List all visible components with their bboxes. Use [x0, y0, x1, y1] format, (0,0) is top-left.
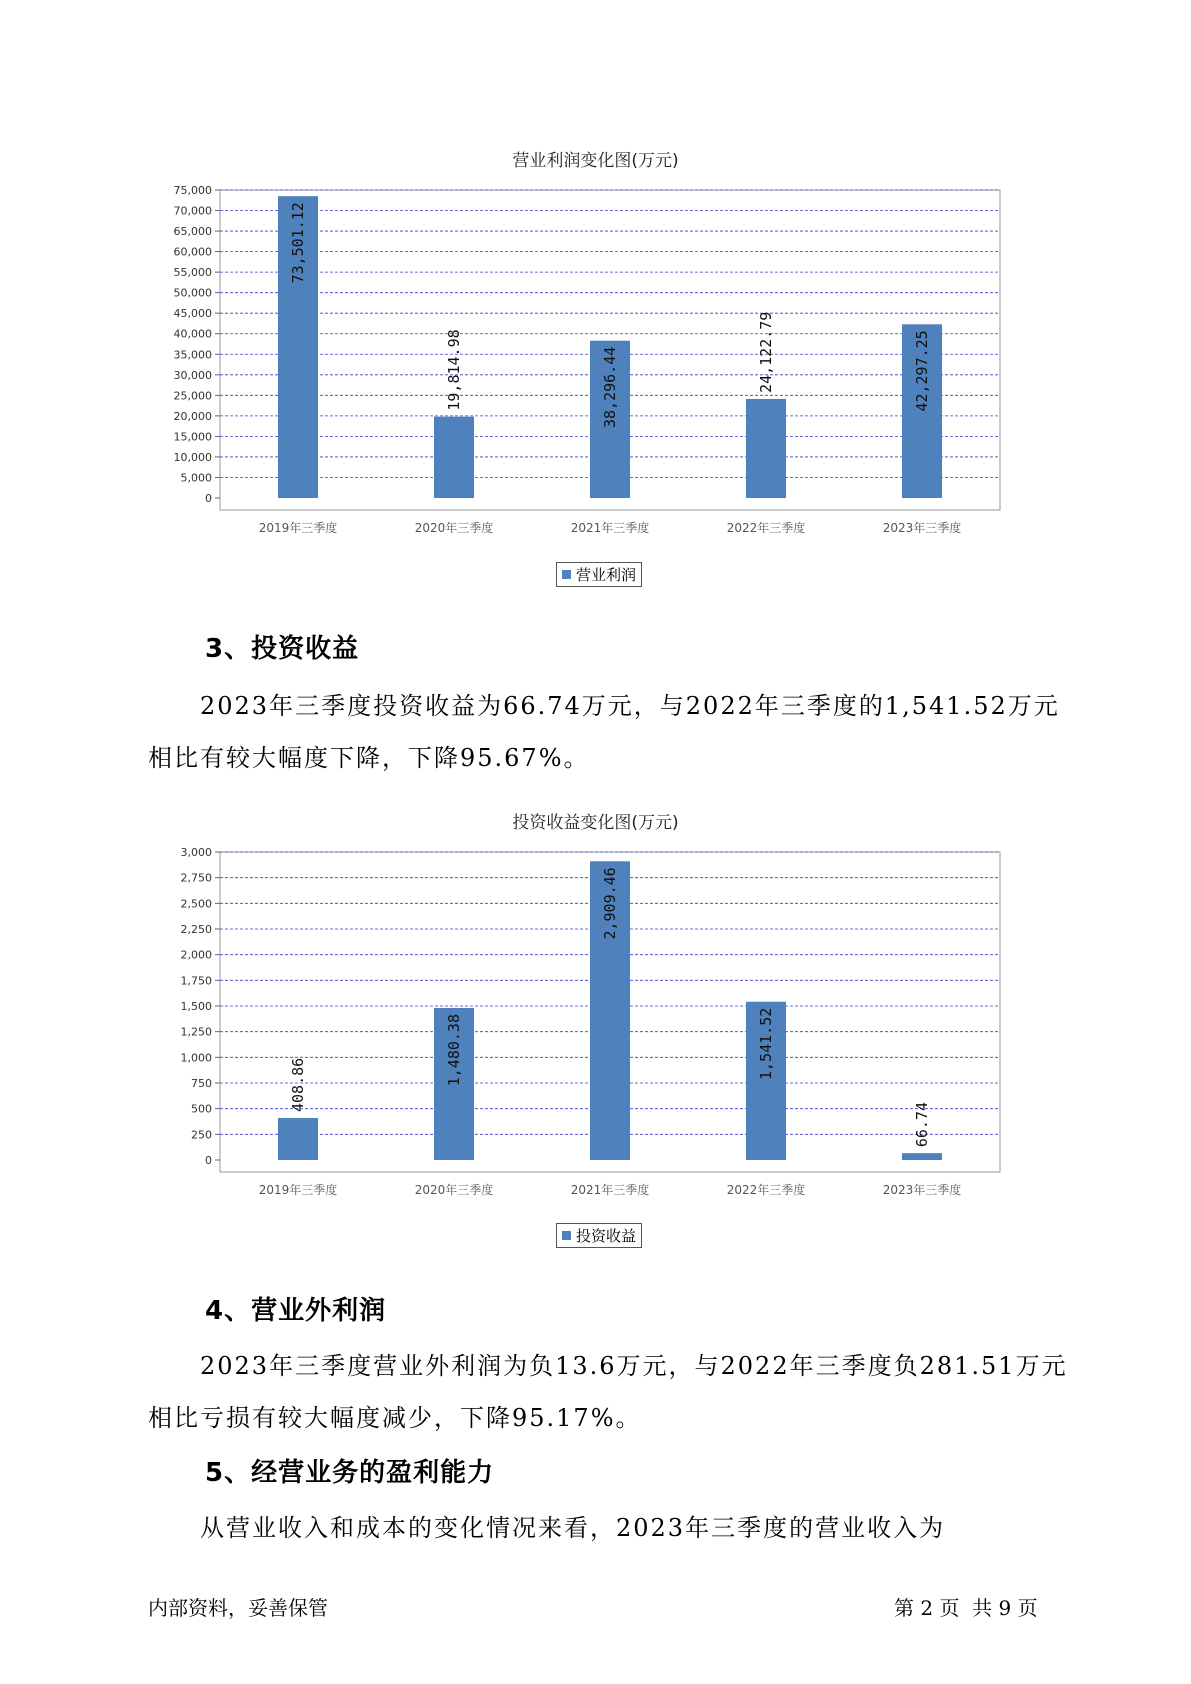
y-tick-label: 250: [191, 1128, 212, 1142]
y-tick-label: 5,000: [180, 471, 212, 485]
y-tick-label: 750: [191, 1077, 212, 1090]
y-tick-label: 1,000: [180, 1051, 212, 1065]
bar-value-label: 408.86: [289, 1057, 307, 1113]
x-category-label: 2022年三季度: [726, 1183, 806, 1197]
bar-value-label: 38,296.44: [601, 346, 619, 429]
y-tick-label: 15,000: [173, 430, 212, 444]
chart-legend: [556, 1223, 642, 1248]
legend-swatch: [562, 1231, 571, 1240]
x-category-label: 2021年三季度: [570, 1183, 650, 1197]
legend-label: 投资收益: [576, 1227, 637, 1245]
bar-value-label: 19,814.98: [445, 329, 463, 411]
y-tick-label: 10,000: [173, 450, 212, 464]
y-tick-label: 500: [191, 1102, 212, 1116]
bar-value-label: 24,122.79: [757, 311, 775, 393]
y-tick-label: 2,250: [180, 923, 212, 936]
paragraph-text: 2023年三季度营业外利润为负13.6万元，与2022年三季度负281.51万元相比亏损有较大幅度减少，下降95.17%。: [148, 1352, 1068, 1432]
paragraph-non-operating-profit: [148, 1340, 1068, 1444]
paragraph-profitability: [148, 1502, 1068, 1554]
y-tick-label: 1,500: [180, 1000, 212, 1013]
y-tick-label: 75,000: [173, 184, 212, 197]
y-tick-label: 1,750: [180, 974, 212, 988]
bar-value-label: 1,480.38: [445, 1014, 463, 1087]
y-tick-label: 0: [205, 1154, 212, 1167]
paragraph-investment-income: [148, 680, 1068, 784]
bar: [746, 399, 786, 498]
footer-confidential: 内部资料，妥善保管: [148, 1596, 328, 1620]
x-category-label: 2019年三季度: [258, 521, 338, 535]
investment-income-chart: [160, 842, 1040, 1222]
y-tick-label: 20,000: [173, 409, 212, 423]
x-category-label: 2022年三季度: [726, 521, 806, 535]
y-tick-label: 30,000: [173, 368, 212, 382]
x-category-label: 2021年三季度: [570, 521, 650, 535]
y-tick-label: 2,750: [180, 871, 212, 885]
paragraph-text: 2023年三季度投资收益为66.74万元，与2022年三季度的1,541.52万元相比有较大幅度下降，下降95.67%。: [148, 692, 1060, 772]
bar-value-label: 42,297.25: [913, 330, 931, 412]
x-category-label: 2020年三季度: [414, 521, 494, 535]
bar: [902, 1153, 942, 1160]
chart-title-investment-income: 投资收益变化图(万元): [512, 813, 679, 833]
bar-value-label: 1,541.52: [757, 1007, 775, 1080]
bar: [278, 1118, 318, 1160]
y-tick-label: 45,000: [173, 307, 212, 321]
chart-title-operating-profit: 营业利润变化图(万元): [512, 151, 679, 171]
operating-profit-chart: [160, 180, 1040, 560]
y-tick-label: 40,000: [173, 327, 212, 341]
y-tick-label: 50,000: [173, 286, 212, 300]
x-category-label: 2023年三季度: [882, 1183, 962, 1197]
x-category-label: 2019年三季度: [258, 1183, 338, 1197]
legend-swatch: [562, 570, 571, 579]
legend-label: 营业利润: [576, 566, 637, 584]
y-tick-label: 70,000: [173, 204, 212, 218]
y-tick-label: 35,000: [173, 348, 212, 362]
section-heading-non-operating-profit: 4、营业外利润: [205, 1296, 387, 1326]
bar-value-label: 73,501.12: [289, 202, 307, 284]
y-tick-label: 1,250: [180, 1025, 212, 1039]
y-tick-label: 0: [205, 492, 212, 505]
bar-value-label: 66.74: [913, 1101, 931, 1148]
y-tick-label: 55,000: [173, 266, 212, 280]
y-tick-label: 65,000: [173, 225, 212, 239]
y-tick-label: 25,000: [173, 389, 212, 403]
bar-value-label: 2,909.46: [601, 867, 619, 940]
bar: [434, 417, 474, 498]
y-tick-label: 2,500: [180, 897, 212, 911]
footer-page-number: 第 2 页 共 9 页: [894, 1596, 1038, 1620]
x-category-label: 2020年三季度: [414, 1183, 494, 1197]
chart-legend: [556, 562, 642, 587]
y-tick-label: 2,000: [180, 948, 212, 962]
y-tick-label: 3,000: [180, 846, 212, 859]
section-heading-profitability: 5、经营业务的盈利能力: [205, 1458, 495, 1488]
x-category-label: 2023年三季度: [882, 521, 962, 535]
y-tick-label: 60,000: [173, 245, 212, 259]
section-heading-investment-income: 3、投资收益: [205, 634, 360, 664]
paragraph-text: 从营业收入和成本的变化情况来看，2023年三季度的营业收入为: [200, 1514, 946, 1542]
